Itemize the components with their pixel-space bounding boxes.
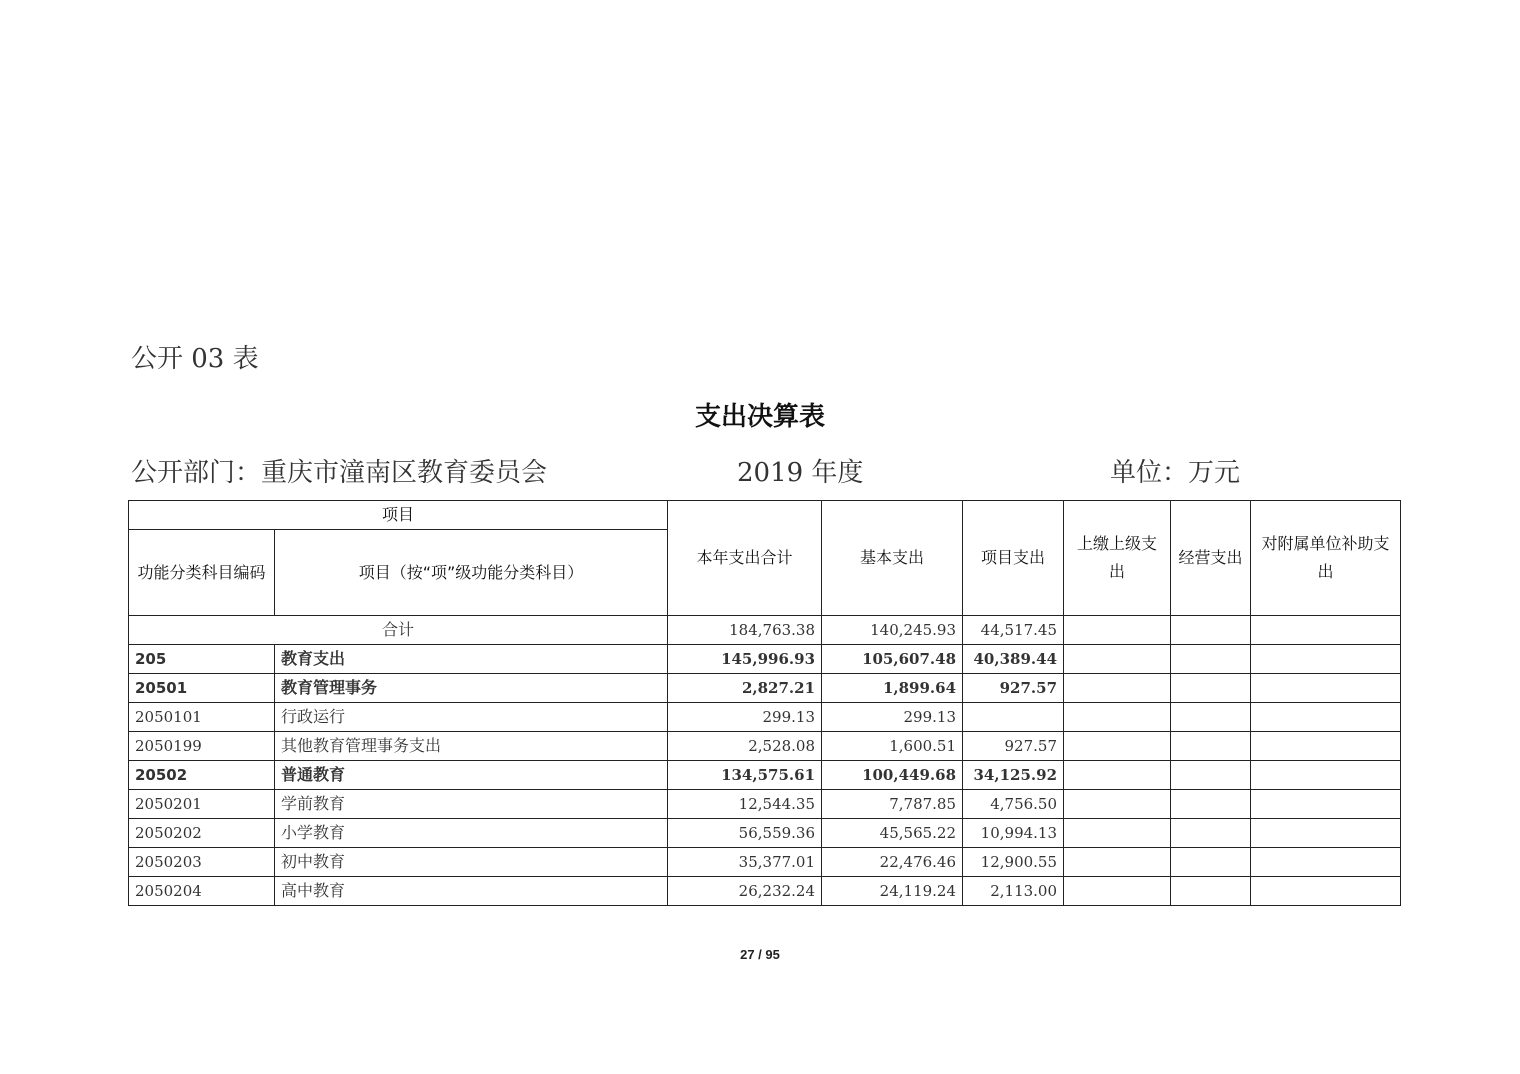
code-cell: 20502 — [129, 761, 275, 790]
name-cell: 学前教育 — [275, 790, 668, 819]
name-cell: 小学教育 — [275, 819, 668, 848]
upper-cell — [1064, 819, 1171, 848]
name-cell: 高中教育 — [275, 877, 668, 906]
name-cell: 初中教育 — [275, 848, 668, 877]
name-cell: 教育管理事务 — [275, 674, 668, 703]
header-item-group: 项目 — [129, 501, 668, 530]
business-cell — [1171, 732, 1251, 761]
unit-label: 单位：万元 — [1110, 458, 1241, 488]
table-row — [129, 732, 1401, 761]
upper-cell — [1064, 645, 1171, 674]
subsidy-cell — [1251, 645, 1401, 674]
project-cell: 40,389.44 — [963, 645, 1064, 674]
table-row — [129, 790, 1401, 819]
name-cell: 其他教育管理事务支出 — [275, 732, 668, 761]
header-project: 项目支出 — [963, 501, 1064, 616]
business-cell — [1171, 848, 1251, 877]
table-row — [129, 674, 1401, 703]
project-cell: 44,517.45 — [963, 616, 1064, 645]
project-cell: 10,994.13 — [963, 819, 1064, 848]
upper-cell — [1064, 616, 1171, 645]
basic-cell: 45,565.22 — [822, 819, 963, 848]
total-cell: 2,528.08 — [668, 732, 822, 761]
upper-cell — [1064, 848, 1171, 877]
basic-cell: 1,899.64 — [822, 674, 963, 703]
basic-cell: 22,476.46 — [822, 848, 963, 877]
table-row — [129, 703, 1401, 732]
subsidy-cell — [1251, 790, 1401, 819]
header-basic: 基本支出 — [822, 501, 963, 616]
basic-cell: 1,600.51 — [822, 732, 963, 761]
name-cell: 普通教育 — [275, 761, 668, 790]
subsidy-cell — [1251, 761, 1401, 790]
code-cell: 2050101 — [129, 703, 275, 732]
basic-cell: 299.13 — [822, 703, 963, 732]
project-cell: 927.57 — [963, 732, 1064, 761]
table-row — [129, 848, 1401, 877]
table-number: 公开 03 表 — [131, 344, 259, 374]
total-cell: 299.13 — [668, 703, 822, 732]
total-label: 合计 — [129, 616, 668, 645]
header-total: 本年支出合计 — [668, 501, 822, 616]
subsidy-cell — [1251, 877, 1401, 906]
total-cell: 184,763.38 — [668, 616, 822, 645]
business-cell — [1171, 790, 1251, 819]
fiscal-year-label: 2019 年度 — [737, 458, 864, 488]
header-subsidy: 对附属单位补助支出 — [1251, 501, 1401, 616]
code-cell: 20501 — [129, 674, 275, 703]
page-number: 27 / 95 — [740, 947, 780, 962]
department-label: 公开部门：重庆市潼南区教育委员会 — [131, 458, 548, 488]
subsidy-cell — [1251, 616, 1401, 645]
table-row — [129, 819, 1401, 848]
subsidy-cell — [1251, 848, 1401, 877]
project-cell: 2,113.00 — [963, 877, 1064, 906]
upper-cell — [1064, 761, 1171, 790]
total-cell: 12,544.35 — [668, 790, 822, 819]
header-name: 项目（按“项”级功能分类科目） — [275, 530, 668, 616]
table-row — [129, 761, 1401, 790]
business-cell — [1171, 645, 1251, 674]
upper-cell — [1064, 877, 1171, 906]
upper-cell — [1064, 732, 1171, 761]
header-business: 经营支出 — [1171, 501, 1251, 616]
business-cell — [1171, 761, 1251, 790]
basic-cell: 140,245.93 — [822, 616, 963, 645]
upper-cell — [1064, 790, 1171, 819]
business-cell — [1171, 703, 1251, 732]
project-cell: 927.57 — [963, 674, 1064, 703]
total-cell: 2,827.21 — [668, 674, 822, 703]
table-row — [129, 645, 1401, 674]
header-code: 功能分类科目编码 — [129, 530, 275, 616]
project-cell — [963, 703, 1064, 732]
project-cell: 34,125.92 — [963, 761, 1064, 790]
upper-cell — [1064, 703, 1171, 732]
code-cell: 2050204 — [129, 877, 275, 906]
code-cell: 2050203 — [129, 848, 275, 877]
project-cell: 12,900.55 — [963, 848, 1064, 877]
total-cell: 134,575.61 — [668, 761, 822, 790]
table-row — [129, 877, 1401, 906]
code-cell: 2050199 — [129, 732, 275, 761]
header-upper: 上缴上级支出 — [1064, 501, 1171, 616]
business-cell — [1171, 674, 1251, 703]
business-cell — [1171, 877, 1251, 906]
basic-cell: 7,787.85 — [822, 790, 963, 819]
total-cell: 26,232.24 — [668, 877, 822, 906]
total-cell: 35,377.01 — [668, 848, 822, 877]
basic-cell: 105,607.48 — [822, 645, 963, 674]
subsidy-cell — [1251, 732, 1401, 761]
name-cell: 教育支出 — [275, 645, 668, 674]
name-cell: 行政运行 — [275, 703, 668, 732]
code-cell: 2050201 — [129, 790, 275, 819]
subsidy-cell — [1251, 703, 1401, 732]
code-cell: 205 — [129, 645, 275, 674]
code-cell: 2050202 — [129, 819, 275, 848]
subsidy-cell — [1251, 819, 1401, 848]
total-cell: 56,559.36 — [668, 819, 822, 848]
business-cell — [1171, 819, 1251, 848]
basic-cell: 100,449.68 — [822, 761, 963, 790]
basic-cell: 24,119.24 — [822, 877, 963, 906]
document-title: 支出决算表 — [694, 402, 825, 432]
upper-cell — [1064, 674, 1171, 703]
expenditure-table — [128, 500, 1401, 906]
project-cell: 4,756.50 — [963, 790, 1064, 819]
subsidy-cell — [1251, 674, 1401, 703]
total-cell: 145,996.93 — [668, 645, 822, 674]
business-cell — [1171, 616, 1251, 645]
total-row — [129, 616, 1401, 645]
